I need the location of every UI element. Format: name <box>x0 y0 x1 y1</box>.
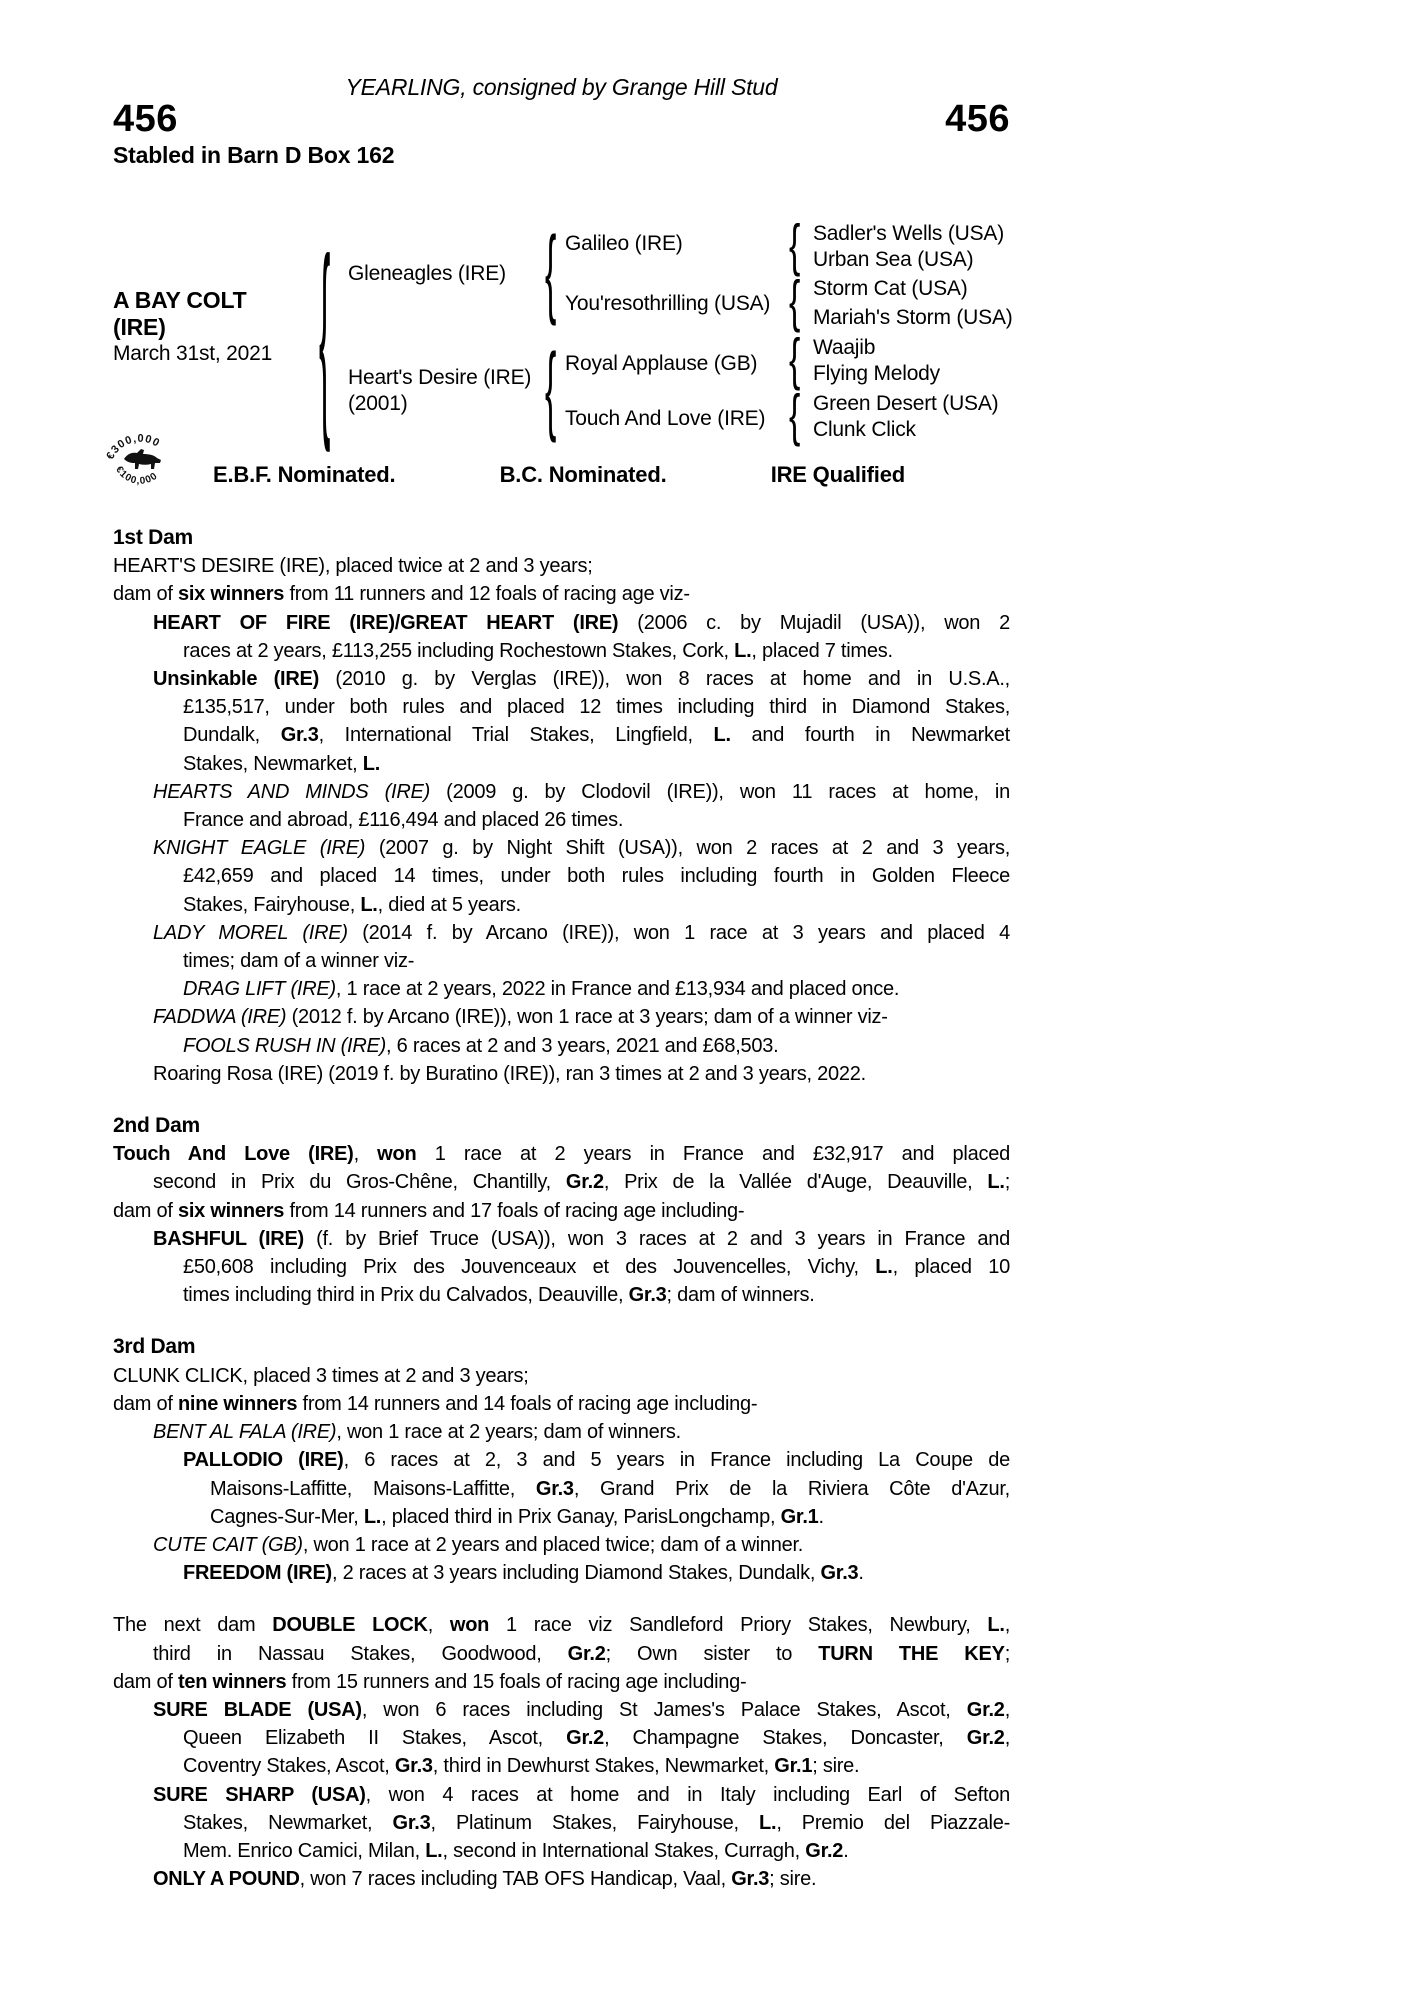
gen3-sire-sire: Galileo (IRE) <box>565 232 683 255</box>
text-run: , second in International Stakes, Curragh, <box>442 1839 806 1862</box>
text-run: Unsinkable (IRE) <box>153 668 320 691</box>
text-run: France and abroad, £116,494 and placed 26 times. <box>183 809 624 832</box>
text-run: L. <box>987 1614 1005 1637</box>
catalog-line <box>113 637 1010 665</box>
ire-qualified: IRE Qualified <box>770 462 905 487</box>
text-run: Maisons-Laffitte, Maisons-Laffitte, <box>210 1477 536 1500</box>
text-run: (2012 f. by Arcano (IRE)), won 1 race at 3 years; dam of a winner viz- <box>286 1006 888 1029</box>
text-run: Gr.3 <box>820 1562 859 1585</box>
text-run: BASHFUL (IRE) <box>153 1227 304 1250</box>
bc-nominated: B.C. Nominated. <box>499 462 667 487</box>
section-heading: 3rd Dam <box>113 1335 196 1359</box>
consignor-title: YEARLING, consigned by Grange Hill Stud <box>345 74 778 100</box>
text-run: ; <box>1004 1642 1010 1665</box>
horse-name-line1: A BAY COLT <box>113 287 247 313</box>
text-run: Stakes, Newmarket, <box>183 752 363 775</box>
text-run: Gr.1 <box>780 1505 819 1528</box>
catalog-line <box>113 1362 1010 1390</box>
text-run: ten winners <box>177 1670 287 1693</box>
pedigree-brace-g4-4 <box>789 387 805 445</box>
foaling-date: March 31st, 2021 <box>113 342 273 365</box>
text-run: TURN THE KEY <box>818 1642 1005 1665</box>
text-run: (2007 g. by Night Shift (USA)), won 2 races at 2 and 3 years, <box>365 837 1010 860</box>
text-run: from 15 runners and 15 foals of racing age including- <box>286 1670 747 1693</box>
catalog-line <box>113 1531 1010 1559</box>
text-run: , 1 race at 2 years, 2022 in France and £13,934 and placed once. <box>335 978 900 1001</box>
text-run: HEARTS AND MINDS (IRE) <box>153 780 431 803</box>
stamp-animal-icon <box>124 449 161 469</box>
text-run: dam of <box>113 1670 178 1693</box>
text-run: £135,517, under both rules and placed 12 times including third in Diamond Stakes, <box>183 696 1010 719</box>
catalog-line <box>113 750 1010 778</box>
catalog-line <box>113 862 1010 890</box>
text-run: Gr.2 <box>805 1839 844 1862</box>
catalog-line <box>113 1032 1010 1060</box>
text-run: FADDWA (IRE) <box>153 1006 287 1029</box>
text-run: BENT AL FALA (IRE) <box>153 1421 337 1444</box>
text-run: £42,659 and placed 14 times, under both rules including fourth in Golden Fleece <box>183 865 1010 888</box>
pedigree-tree <box>113 192 1013 492</box>
catalog-line <box>113 609 1010 637</box>
text-run: Gr.2 <box>966 1698 1005 1721</box>
text-run: third in Nassau Stakes, Goodwood, <box>153 1642 568 1665</box>
text-run: Mem. Enrico Camici, Milan, <box>183 1839 426 1862</box>
text-run: , won 6 races including St James's Palace Stakes, Ascot, <box>361 1698 967 1721</box>
catalog-line <box>113 1696 1010 1724</box>
text-run: second in Prix du Gros-Chêne, Chantilly, <box>153 1171 566 1194</box>
text-run: , Grand Prix de la Riviera Côte d'Azur, <box>573 1477 1010 1500</box>
text-run: DRAG LIFT (IRE) <box>183 978 336 1001</box>
text-run: L. <box>734 639 752 662</box>
premium-stamp-logo <box>100 418 180 498</box>
text-run: races at 2 years, £113,255 including Rochestown Stakes, Cork, <box>183 639 735 662</box>
text-run: ; dam of winners. <box>666 1284 815 1307</box>
text-run: , Champagne Stakes, Doncaster, <box>604 1727 967 1750</box>
catalog-line <box>113 919 1010 947</box>
text-run: The next dam <box>113 1614 273 1637</box>
catalog-line <box>113 1668 1010 1696</box>
text-run: . <box>818 1505 824 1528</box>
stamp-svg <box>100 418 180 498</box>
catalog-line <box>113 1003 1010 1031</box>
text-run: Gr.3 <box>392 1811 431 1834</box>
pedigree-dam-section <box>113 524 1010 1088</box>
text-run: FOOLS RUSH IN (IRE) <box>183 1034 387 1057</box>
text-run: , <box>1004 1727 1010 1750</box>
text-run: SURE BLADE (USA) <box>153 1698 362 1721</box>
catalog-line <box>113 1281 1010 1309</box>
text-run: , International Trial Stakes, Lingfield, <box>318 724 714 747</box>
ebf-nominated: E.B.F. Nominated. <box>213 462 396 487</box>
text-run: HEART'S DESIRE (IRE), placed twice at 2 and 3 years; <box>113 555 593 578</box>
text-run: , died at 5 years. <box>377 893 521 916</box>
text-run: times including third in Prix du Calvados, Deauville, <box>183 1284 629 1307</box>
pedigree-brace-g4-2 <box>789 273 805 331</box>
text-run: , <box>1004 1614 1011 1637</box>
text-run: PALLODIO (IRE) <box>183 1449 344 1472</box>
text-run: , placed 7 times. <box>751 639 893 662</box>
catalog-line <box>113 552 1010 580</box>
text-run: Gr.3 <box>628 1284 667 1307</box>
text-run: , 6 races at 2 and 3 years, 2021 and £68,503. <box>386 1034 779 1057</box>
gen4-name: Sadler's Wells (USA) <box>813 222 1004 245</box>
stamp-bottom-text: €100,000 <box>113 464 161 487</box>
stabling-info: Stabled in Barn D Box 162 <box>113 142 395 168</box>
text-run: Coventry Stakes, Ascot, <box>183 1755 395 1778</box>
catalog-line <box>113 1640 1010 1668</box>
catalog-line <box>113 665 1010 693</box>
catalog-line <box>113 1225 1010 1253</box>
text-run: from 14 runners and 14 foals of racing age including- <box>297 1392 758 1415</box>
text-run: , third in Dewhurst Stakes, Newmarket, <box>432 1755 775 1778</box>
pedigree-brace-g4-1 <box>789 217 805 275</box>
catalog-line <box>113 693 1010 721</box>
catalog-line <box>113 1390 1010 1418</box>
lot-number-right: 456 <box>945 98 1010 140</box>
section-heading: 2nd Dam <box>113 1114 200 1138</box>
text-run: SURE SHARP (USA) <box>153 1783 366 1806</box>
text-run: (2014 f. by Arcano (IRE)), won 1 race at 3 years and placed 4 <box>347 921 1010 944</box>
text-run: Stakes, Newmarket, <box>183 1811 393 1834</box>
text-run: ; sire. <box>769 1868 817 1891</box>
catalog-body <box>113 524 1010 1893</box>
catalog-line <box>113 1837 1010 1865</box>
catalog-line <box>113 1809 1010 1837</box>
text-run: Gr.3 <box>535 1477 574 1500</box>
text-run: dam of <box>113 1199 178 1222</box>
text-run: L. <box>987 1171 1005 1194</box>
text-run: Gr.2 <box>565 1171 604 1194</box>
catalog-line <box>113 1503 1010 1531</box>
text-run: times; dam of a winner viz- <box>183 950 415 973</box>
text-run: Gr.2 <box>566 1727 605 1750</box>
text-run: , won 4 races at home and in Italy including Earl of Sefton <box>365 1783 1010 1806</box>
text-run: ; sire. <box>812 1755 860 1778</box>
text-run: L. <box>362 752 381 775</box>
pedigree-brace-g4-3 <box>789 331 805 389</box>
pedigree-brace-sire <box>545 224 561 323</box>
catalog-line <box>113 1475 1010 1503</box>
text-run: L. <box>425 1839 443 1862</box>
text-run: ; <box>1004 1171 1010 1194</box>
text-run: CLUNK CLICK, placed 3 times at 2 and 3 years; <box>113 1364 529 1387</box>
text-run: CUTE CAIT (GB) <box>153 1533 303 1556</box>
text-run: Queen Elizabeth II Stakes, Ascot, <box>183 1727 567 1750</box>
catalog-line <box>113 1140 1010 1168</box>
text-run: HEART OF FIRE (IRE)/GREAT HEART (IRE) <box>153 611 619 634</box>
gen3-sire-dam: You'resothrilling (USA) <box>565 292 771 315</box>
stamp-top-text: €300,000 <box>104 432 163 462</box>
text-run: dam of <box>113 1392 178 1415</box>
pedigree-dam-section <box>113 1333 1010 1587</box>
gen4-name: Flying Melody <box>813 362 940 385</box>
horse-name-line2: (IRE) <box>113 314 166 340</box>
catalog-line <box>113 1253 1010 1281</box>
section-heading: 1st Dam <box>113 526 193 549</box>
text-run: , Prix de la Vallée d'Auge, Deauville, <box>603 1171 988 1194</box>
text-run: Roaring Rosa (IRE) (2019 f. by Buratino (IRE)), ran 3 times at 2 and 3 years, 2022. <box>153 1062 866 1085</box>
text-run: 1 race at 2 years in France and £32,917 and placed <box>416 1143 1010 1166</box>
catalog-line <box>113 1197 1010 1225</box>
text-run: from 11 runners and 12 foals of racing age viz- <box>284 583 690 606</box>
text-run: KNIGHT EAGLE (IRE) <box>153 837 366 860</box>
text-run: . <box>843 1839 849 1862</box>
text-run: won <box>449 1614 490 1637</box>
text-run: 1 race viz Sandleford Priory Stakes, Newbury, <box>489 1614 988 1637</box>
catalog-line <box>113 1168 1010 1196</box>
gen4-name: Clunk Click <box>813 418 916 441</box>
catalog-line <box>113 834 1010 862</box>
text-run: dam of <box>113 583 178 606</box>
text-run: £50,608 including Prix des Jouvenceaux et des Jouvencelles, Vichy, <box>183 1256 876 1279</box>
text-run: , <box>353 1143 378 1166</box>
text-run: (f. by Brief Truce (USA)), won 3 races at 2 and 3 years in France and <box>303 1227 1010 1250</box>
text-run: six winners <box>177 1199 285 1222</box>
text-run: , 6 races at 2, 3 and 5 years in France including La Coupe de <box>343 1449 1010 1472</box>
gen4-name: Green Desert (USA) <box>813 392 999 415</box>
text-run: (2010 g. by Verglas (IRE)), won 8 races at home and in U.S.A., <box>319 668 1010 691</box>
dam-year: (2001) <box>348 392 408 415</box>
text-run: (2009 g. by Clodovil (IRE)), won 11 races at home, in <box>430 780 1010 803</box>
lot-number-left: 456 <box>113 98 178 140</box>
gen3-dam-dam: Touch And Love (IRE) <box>565 407 766 430</box>
catalog-line <box>113 806 1010 834</box>
text-run: Stakes, Fairyhouse, <box>183 893 361 916</box>
text-run: FREEDOM (IRE) <box>183 1562 332 1585</box>
text-run: Gr.3 <box>394 1755 433 1778</box>
catalog-line <box>113 778 1010 806</box>
catalog-line <box>113 1060 1010 1088</box>
gen4-name: Urban Sea (USA) <box>813 248 974 271</box>
catalog-line <box>113 1559 1010 1587</box>
text-run: nine winners <box>177 1392 298 1415</box>
catalog-line <box>113 975 1010 1003</box>
text-run: , Platinum Stakes, Fairyhouse, <box>430 1811 760 1834</box>
catalog-line <box>113 891 1010 919</box>
catalog-line <box>113 1418 1010 1446</box>
sire-name: Gleneagles (IRE) <box>348 262 506 285</box>
text-run: six winners <box>177 583 285 606</box>
text-run: Gr.2 <box>966 1727 1005 1750</box>
text-run: Gr.3 <box>731 1868 770 1891</box>
text-run: , 2 races at 3 years including Diamond Stakes, Dundalk, <box>331 1562 821 1585</box>
text-run: Gr.1 <box>774 1755 813 1778</box>
catalog-line <box>113 1752 1010 1780</box>
text-run: , won 7 races including TAB OFS Handicap, Vaal, <box>299 1868 732 1891</box>
pedigree-brace-dam <box>545 341 561 440</box>
catalog-line <box>113 1446 1010 1474</box>
text-run: , placed 10 <box>892 1256 1010 1279</box>
catalog-line <box>113 721 1010 749</box>
text-run: LADY MOREL (IRE) <box>153 921 348 944</box>
text-run: . <box>858 1562 864 1585</box>
catalog-line <box>113 1865 1010 1893</box>
text-run: (2006 c. by Mujadil (USA)), won 2 <box>618 611 1011 634</box>
gen4-name: Waajib <box>813 336 876 359</box>
text-run: Gr.2 <box>567 1642 606 1665</box>
nominations-row <box>213 462 905 488</box>
text-run: L. <box>875 1256 893 1279</box>
text-run: Touch And Love (IRE) <box>113 1143 354 1166</box>
text-run: DOUBLE LOCK <box>272 1614 428 1637</box>
catalog-line <box>113 947 1010 975</box>
text-run: , <box>427 1614 450 1637</box>
pedigree-dam-section <box>113 1611 1010 1893</box>
text-run: and fourth in Newmarket <box>730 724 1010 747</box>
text-run: , placed third in Prix Ganay, ParisLongchamp, <box>381 1505 781 1528</box>
catalog-line <box>113 580 1010 608</box>
pedigree-brace-gen1 <box>319 231 335 445</box>
text-run: Gr.3 <box>280 724 319 747</box>
text-run: L. <box>360 893 378 916</box>
text-run: L. <box>713 724 731 747</box>
pedigree-dam-section <box>113 1112 1010 1309</box>
text-run: ; Own sister to <box>605 1642 819 1665</box>
catalog-line <box>113 1781 1010 1809</box>
text-run: ONLY A POUND <box>153 1868 300 1891</box>
gen3-dam-sire: Royal Applause (GB) <box>565 352 758 375</box>
gen4-name: Mariah's Storm (USA) <box>813 306 1013 329</box>
text-run: Dundalk, <box>183 724 281 747</box>
text-run: won <box>377 1143 417 1166</box>
dam-name: Heart's Desire (IRE) <box>348 366 532 389</box>
gen4-name: Storm Cat (USA) <box>813 277 968 300</box>
catalog-line <box>113 1724 1010 1752</box>
text-run: , won 1 race at 2 years and placed twice; dam of a winner. <box>302 1533 804 1556</box>
text-run: from 14 runners and 17 foals of racing age including- <box>284 1199 745 1222</box>
text-run: , <box>1004 1698 1010 1721</box>
text-run: L. <box>759 1811 777 1834</box>
catalog-line <box>113 1611 1010 1639</box>
text-run: Cagnes-Sur-Mer, <box>210 1505 364 1528</box>
text-run: , won 1 race at 2 years; dam of winners. <box>336 1421 681 1444</box>
text-run: , Premio del Piazzale- <box>776 1811 1010 1834</box>
text-run: L. <box>363 1505 382 1528</box>
